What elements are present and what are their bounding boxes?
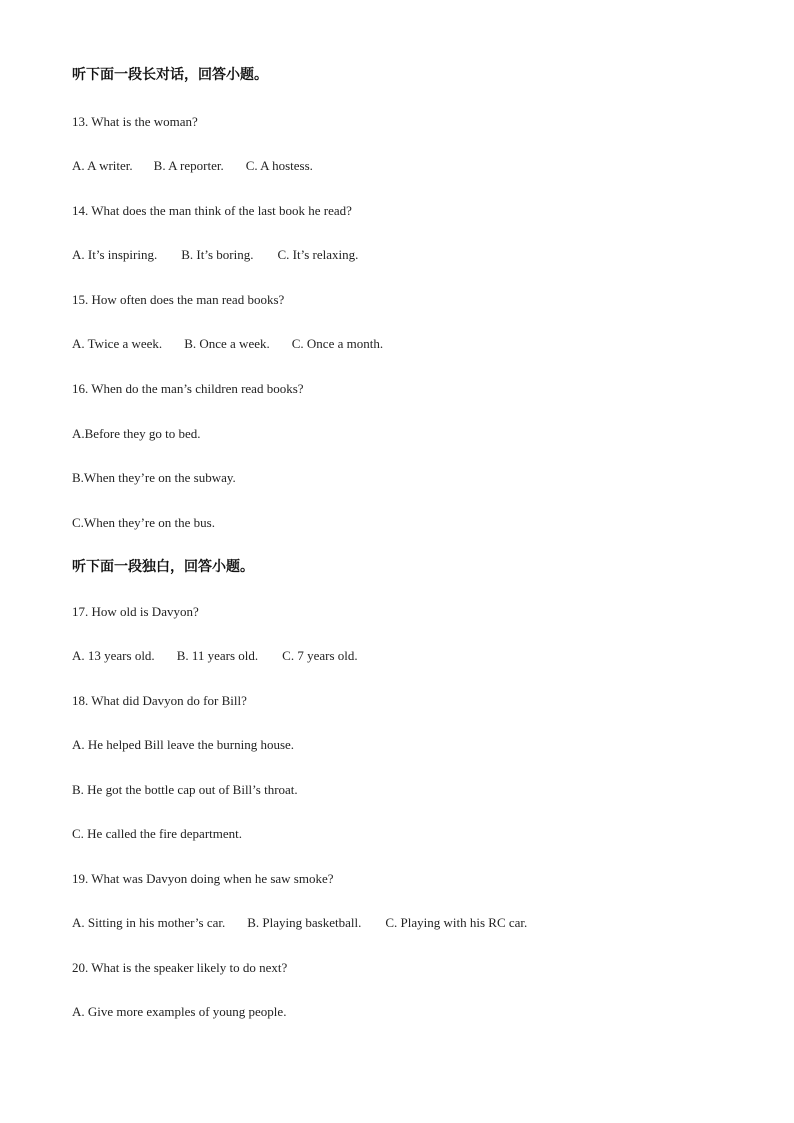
option-16-b: B.When they’re on the subway. <box>72 470 236 485</box>
option-14-b: B. It’s boring. <box>181 247 254 262</box>
options-14 <box>72 247 358 263</box>
option-17-b: B. 11 years old. <box>176 648 259 663</box>
section-heading-monologue: 听下面一段独白，回答小题。 <box>72 559 254 575</box>
option-13-b: B. A reporter. <box>153 158 224 173</box>
question-18: 18. What did Davyon do for Bill? <box>72 693 247 708</box>
option-18-b: B. He got the bottle cap out of Bill’s throat. <box>72 782 298 797</box>
option-14-c: C. It’s relaxing. <box>277 247 359 262</box>
option-18-c: C. He called the fire department. <box>72 826 243 841</box>
options-17 <box>72 648 358 664</box>
option-15-b: B. Once a week. <box>184 336 270 351</box>
option-15-a: A. Twice a week. <box>72 336 163 351</box>
question-20: 20. What is the speaker likely to do next? <box>72 960 288 975</box>
option-15-c: C. Once a month. <box>291 336 384 351</box>
options-19 <box>72 915 527 931</box>
question-16: 16. When do the man’s children read books? <box>72 381 304 396</box>
option-14-a: A. It’s inspiring. <box>72 247 158 262</box>
option-18-a: A. He helped Bill leave the burning house. <box>72 737 295 752</box>
option-19-a: A. Sitting in his mother’s car. <box>72 915 226 930</box>
question-19: 19. What was Davyon doing when he saw smoke? <box>72 871 334 886</box>
question-15: 15. How often does the man read books? <box>72 292 285 307</box>
option-20-a: A. Give more examples of young people. <box>72 1004 287 1019</box>
option-19-b: B. Playing basketball. <box>247 915 362 930</box>
option-16-a: A.Before they go to bed. <box>72 426 201 441</box>
option-17-a: A. 13 years old. <box>72 648 155 663</box>
options-15 <box>72 336 383 352</box>
option-13-c: C. A hostess. <box>245 158 313 173</box>
option-17-c: C. 7 years old. <box>282 648 358 663</box>
option-19-c: C. Playing with his RC car. <box>385 915 528 930</box>
section-heading-dialogue: 听下面一段长对话，回答小题。 <box>72 67 268 83</box>
question-14: 14. What does the man think of the last book he read? <box>72 203 352 218</box>
option-13-a: A. A writer. <box>72 158 133 173</box>
question-13: 13. What is the woman? <box>72 114 198 129</box>
question-17: 17. How old is Davyon? <box>72 604 199 619</box>
option-16-c: C.When they’re on the bus. <box>72 515 215 530</box>
options-13 <box>72 158 313 174</box>
